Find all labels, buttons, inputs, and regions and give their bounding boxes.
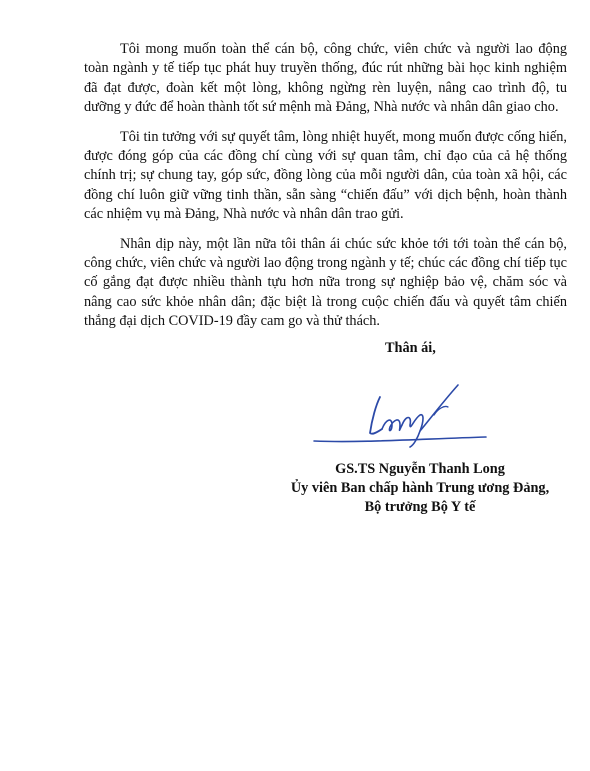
handwritten-signature-icon bbox=[310, 375, 490, 465]
signer-role-minister: Bộ trưởng Bộ Y tế bbox=[364, 499, 476, 515]
paragraph-1: Tôi mong muốn toàn thể cán bộ, công chức, viên chức và người lao động toàn ngành y tế tiếp tục phát huy truyền thống, đúc rút những bài học kinh nghiệm đã đạt được, đoàn kết một lòng, không ngừng rèn luyện, nâng cao trình độ, tu dưỡng y đức để hoàn thành tốt sứ mệnh mà Đảng, Nhà nước và nhân dân giao cho. bbox=[84, 41, 567, 116]
signer-name: GS.TS Nguyễn Thanh Long bbox=[335, 461, 505, 477]
paragraph-3: Nhân dịp này, một lần nữa tôi thân ái chúc sức khỏe tới tới toàn thể cán bộ, công chức, viên chức và người lao động trong ngành y tế; chúc các đồng chí tiếp tục cố gắng đạt được nhiều thành tựu hơn nữa trong sự nghiệp bảo vệ, chăm sóc và nâng cao sức khỏe nhân dân; đặc biệt là trong cuộc chiến đấu và quyết tâm chiến thắng đại dịch COVID-19 đầy cam go và thử thách. bbox=[84, 235, 567, 330]
letter-body bbox=[84, 40, 567, 342]
closing-salutation: Thân ái, bbox=[385, 340, 436, 356]
paragraph-2: Tôi tin tưởng với sự quyết tâm, lòng nhiệt huyết, mong muốn được cống hiến, được đóng góp của các đồng chí cùng với sự quan tâm, chỉ đạo của cả hệ thống chính trị; sự chung tay, góp sức, đồng lòng của mỗi người dân, của toàn xã hội, các đồng chí luôn giữ vững tinh thần, sẵn sàng “chiến đấu” với dịch bệnh, hoàn thành các nhiệm vụ mà Đảng, Nhà nước và nhân dân trao gửi. bbox=[84, 128, 567, 223]
signature-block bbox=[280, 460, 560, 517]
signer-role-party: Ủy viên Ban chấp hành Trung ương Đảng, bbox=[290, 480, 550, 496]
